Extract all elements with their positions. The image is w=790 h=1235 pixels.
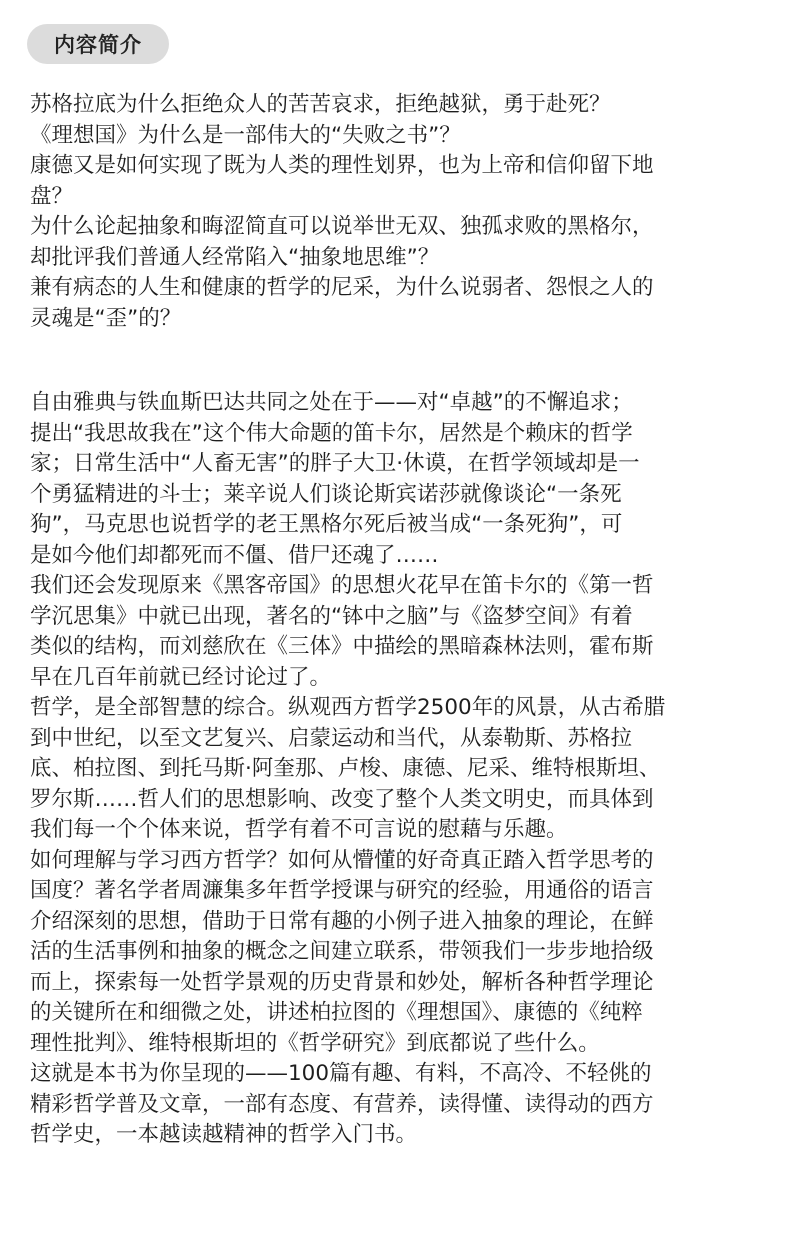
text-line: 而上，探索每一处哲学景观的历史背景和妙处，解析各种哲学理论 bbox=[30, 969, 654, 995]
text-line: 为什么论起抽象和晦涩简直可以说举世无双、独孤求败的黑格尔， bbox=[30, 214, 654, 239]
text-line: 如何理解与学习西方哲学？如何从懵懂的好奇真正踏入哲学思考的 bbox=[30, 847, 654, 873]
text-line: 兼有病态的人生和健康的哲学的尼采，为什么说弱者、怨恨之人的 bbox=[30, 275, 654, 300]
text-line: 国度？著名学者周濂集多年哲学授课与研究的经验，用通俗的语言 bbox=[30, 878, 654, 903]
text-line: 精彩哲学普及文章，一部有态度、有营养，读得懂、读得动的西方 bbox=[30, 1091, 654, 1117]
text-line: 康德又是如何实现了既为人类的理性划界，也为上帝和信仰留下地 bbox=[30, 153, 654, 178]
text-line: 灵魂是“歪”的？ bbox=[30, 305, 182, 331]
text-line: 苏格拉底为什么拒绝众人的苦苦哀求，拒绝越狱，勇于赴死？ bbox=[30, 92, 611, 117]
text-line: 的关键所在和细微之处，讲述柏拉图的《理想国》、康德的《纯粹 bbox=[30, 1000, 643, 1025]
text-line: 哲学，是全部智慧的综合。纵观西方哲学2500年的风景，从古希腊 bbox=[30, 695, 666, 720]
text-line: 这就是本书为你呈现的——100篇有趣、有料，不高冷、不轻佻的 bbox=[30, 1061, 652, 1086]
text-line: 哲学史，一本越读越精神的哲学入门书。 bbox=[30, 1122, 418, 1147]
text-line: 我们还会发现原来《黑客帝国》的思想火花早在笛卡尔的《第一哲 bbox=[30, 573, 654, 598]
text-line: 我们每一个个体来说，哲学有着不可言说的慰藉与乐趣。 bbox=[30, 817, 568, 842]
text-line: 提出“我思故我在”这个伟大命题的笛卡尔，居然是个赖床的哲学 bbox=[30, 420, 633, 446]
book-introduction bbox=[30, 90, 760, 1151]
section-title-badge: 内容简介 bbox=[27, 24, 169, 64]
text-line: 理性批判》、维特根斯坦的《哲学研究》到底都说了些什么。 bbox=[30, 1030, 600, 1056]
text-line: 盘？ bbox=[30, 183, 74, 209]
text-line: 个勇猛精进的斗士；莱辛说人们谈论斯宾诺莎就像谈论“一条死 bbox=[30, 481, 622, 507]
text-line: 罗尔斯……哲人们的思想影响、改变了整个人类文明史，而具体到 bbox=[30, 786, 654, 812]
text-line: 自由雅典与铁血斯巴达共同之处在于——对“卓越”的不懈追求； bbox=[30, 390, 633, 415]
text-line: 早在几百年前就已经讨论过了。 bbox=[30, 664, 332, 690]
text-line: 到中世纪，以至文艺复兴、启蒙运动和当代，从泰勒斯、苏格拉 bbox=[30, 725, 633, 751]
text-line: 学沉思集》中就已出现，著名的“钵中之脑”与《盗梦空间》有着 bbox=[30, 603, 633, 629]
text-line: 家；日常生活中“人畜无害”的胖子大卫·休谟，在哲学领域却是一 bbox=[30, 451, 640, 476]
text-line: 活的生活事例和抽象的概念之间建立联系，带领我们一步步地拾级 bbox=[30, 939, 654, 964]
body-paragraph bbox=[30, 388, 760, 1151]
text-line: 介绍深刻的思想，借助于日常有趣的小例子进入抽象的理论，在鲜 bbox=[30, 908, 654, 934]
question-paragraph bbox=[30, 90, 760, 334]
paragraph-gap bbox=[30, 334, 760, 388]
text-line: 是如今他们却都死而不僵、借尸还魂了…… bbox=[30, 542, 439, 568]
text-line: 却批评我们普通人经常陷入“抽象地思维”？ bbox=[30, 244, 440, 270]
text-line: 《理想国》为什么是一部伟大的“失败之书”？ bbox=[30, 122, 461, 148]
text-line: 狗”，马克思也说哲学的老王黑格尔死后被当成“一条死狗”，可 bbox=[30, 512, 623, 537]
text-line: 底、柏拉图、到托马斯·阿奎那、卢梭、康德、尼采、维特根斯坦、 bbox=[30, 756, 661, 781]
text-line: 类似的结构，而刘慈欣在《三体》中描绘的黑暗森林法则，霍布斯 bbox=[30, 634, 654, 659]
